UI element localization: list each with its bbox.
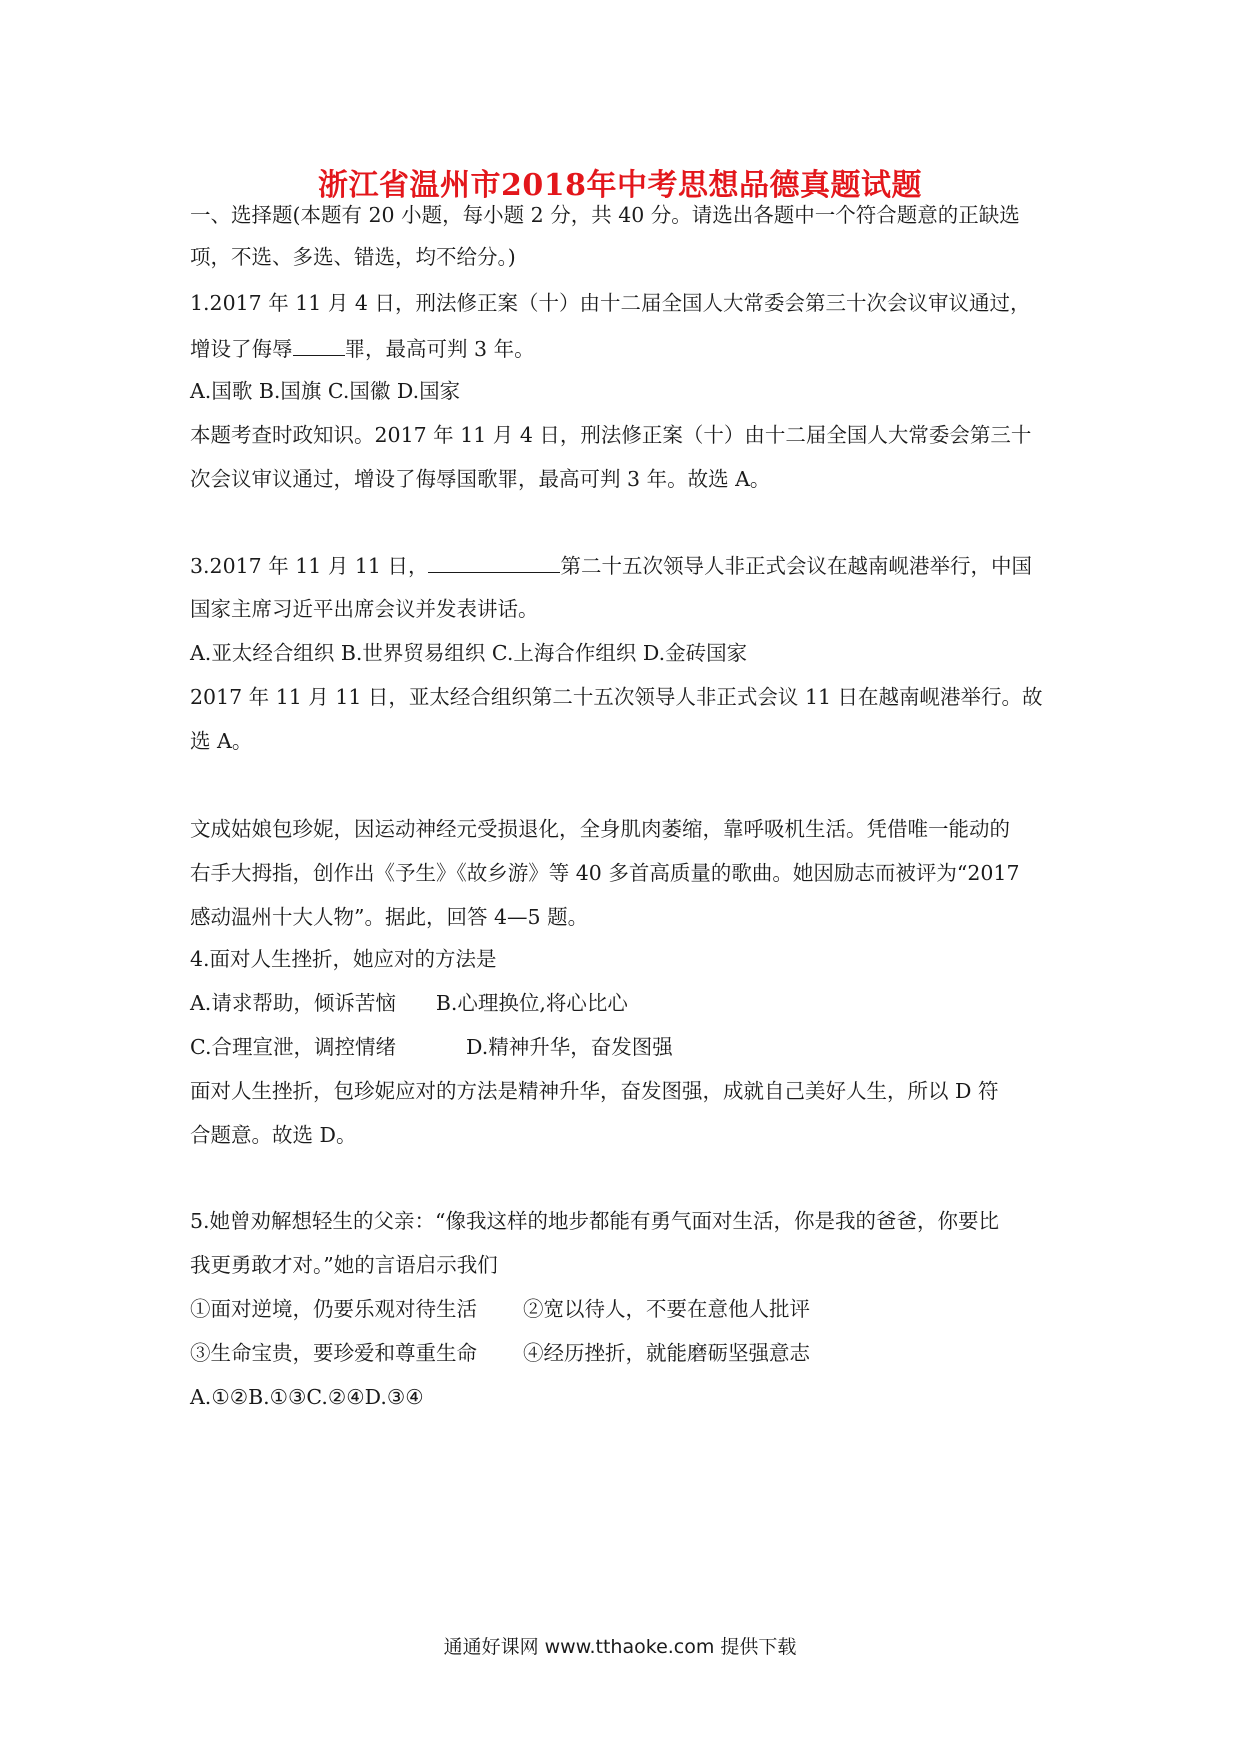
q3-stem-post: 第二十五次领导人非正式会议在越南岘港举行，中国 bbox=[560, 554, 1032, 578]
q1-analysis-line-1: 本题考查时政知识。2017 年 11 月 4 日，刑法修正案（十）由十二届全国人大常委会第三十 bbox=[190, 423, 1032, 447]
q4-stem: 4.面对人生挫折，她应对的方法是 bbox=[190, 947, 497, 971]
section-intro-line-2: 项，不选、多选、错选，均不给分。) bbox=[190, 245, 516, 269]
q5-item-1: ①面对逆境，仍要乐观对待生活 bbox=[190, 1297, 477, 1321]
q4-analysis-line-2: 合题意。故选 D。 bbox=[190, 1123, 357, 1147]
q1-stem-post: 罪，最高可判 3 年。 bbox=[344, 337, 535, 361]
material-line-1: 文成姑娘包珍妮，因运动神经元受损退化，全身肌肉萎缩，靠呼吸机生活。凭借唯一能动的 bbox=[190, 817, 1010, 841]
material-line-2: 右手大拇指，创作出《予生》《故乡游》等 40 多首高质量的歌曲。她因励志而被评为“2017 bbox=[190, 861, 1020, 885]
q3-analysis-line-1: 2017 年 11 月 11 日，亚太经合组织第二十五次领导人非正式会议 11 日在越南岘港举行。故 bbox=[190, 685, 1043, 709]
q3-answer-blank bbox=[428, 550, 560, 573]
q5-item-4: ④经历挫折，就能磨砺坚强意志 bbox=[523, 1341, 810, 1365]
q1-stem-line-2 bbox=[190, 333, 1060, 364]
q5-options: A.①②B.①③C.②④D.③④ bbox=[190, 1385, 424, 1409]
q4-options-row-2 bbox=[190, 1032, 1060, 1062]
q5-stem-line-2: 我更勇敢才对。”她的言语启示我们 bbox=[190, 1253, 498, 1277]
q4-option-c: C.合理宣泄，调控情绪 bbox=[190, 1035, 396, 1059]
q3-analysis-line-2: 选 A。 bbox=[190, 729, 253, 753]
page-title: 浙江省温州市2018年中考思想品德真题试题 bbox=[318, 168, 922, 203]
q5-item-2: ②宽以待人，不要在意他人批评 bbox=[523, 1297, 810, 1321]
q3-stem-line-1 bbox=[190, 550, 1060, 581]
q1-stem-pre: 增设了侮辱 bbox=[190, 337, 293, 361]
section-intro-line-1: 一、选择题(本题有 20 小题，每小题 2 分，共 40 分。请选出各题中一个符合题意的正缺选 bbox=[190, 203, 1020, 227]
q4-option-d: D.精神升华，奋发图强 bbox=[465, 1035, 673, 1059]
q4-option-b: B.心理换位,将心比心 bbox=[435, 991, 628, 1015]
q1-options: A.国歌 B.国旗 C.国徽 D.国家 bbox=[190, 379, 461, 403]
q1-stem-line-1: 1.2017 年 11 月 4 日，刑法修正案（十）由十二届全国人大常委会第三十次会议审议通过， bbox=[190, 291, 1031, 315]
q5-items-row-1 bbox=[190, 1294, 1060, 1324]
q3-options: A.亚太经合组织 B.世界贸易组织 C.上海合作组织 D.金砖国家 bbox=[190, 641, 748, 665]
q3-stem-line-2: 国家主席习近平出席会议并发表讲话。 bbox=[190, 597, 539, 621]
q1-answer-blank bbox=[293, 333, 345, 356]
q4-analysis-line-1: 面对人生挫折，包珍妮应对的方法是精神升华，奋发图强，成就自己美好人生，所以 D 符 bbox=[190, 1079, 999, 1103]
q5-items-row-2 bbox=[190, 1338, 1060, 1368]
page-footer: 通通好课网 www.tthaoke.com 提供下载 bbox=[443, 1636, 797, 1658]
q4-option-a: A.请求帮助，倾诉苦恼 bbox=[190, 991, 396, 1015]
q5-item-3: ③生命宝贵，要珍爱和尊重生命 bbox=[190, 1341, 477, 1365]
q3-stem-pre: 3.2017 年 11 月 11 日， bbox=[190, 554, 429, 578]
q4-options-row-1 bbox=[190, 988, 1060, 1018]
q1-analysis-line-2: 次会议审议通过，增设了侮辱国歌罪，最高可判 3 年。故选 A。 bbox=[190, 467, 771, 491]
material-line-3: 感动温州十大人物”。据此，回答 4—5 题。 bbox=[190, 905, 589, 929]
q5-stem-line-1: 5.她曾劝解想轻生的父亲：“像我这样的地步都能有勇气面对生活，你是我的爸爸，你要比 bbox=[190, 1209, 1000, 1233]
